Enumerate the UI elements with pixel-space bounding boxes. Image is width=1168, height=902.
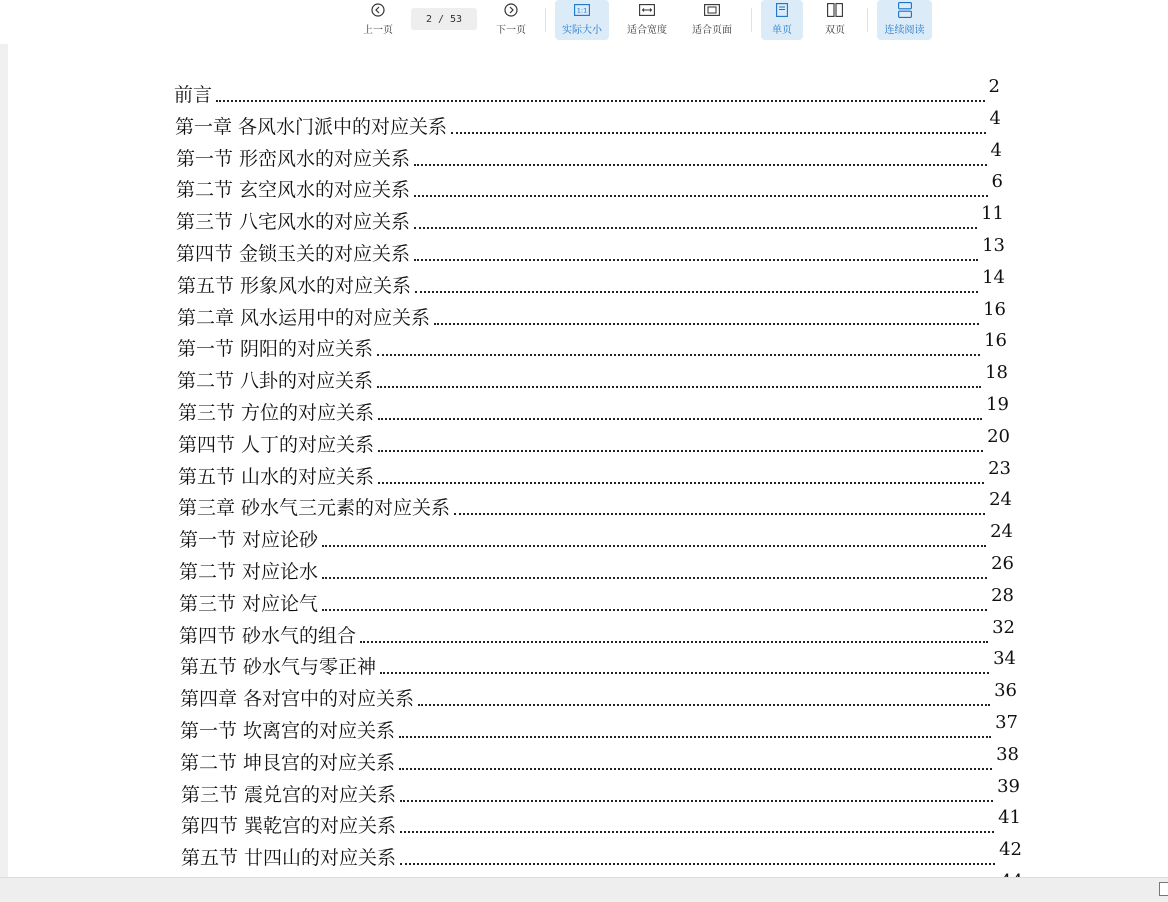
toc-chapter-title: 第一节 阴阳的对应关系 bbox=[177, 338, 374, 361]
toc-entry[interactable] bbox=[176, 236, 1005, 266]
toc-leader-dots bbox=[414, 164, 987, 166]
toc-leader-dots bbox=[377, 354, 980, 356]
toc-entry[interactable] bbox=[174, 77, 1000, 107]
page-indicator-text: 2 / 53 bbox=[425, 13, 463, 25]
toc-chapter-title: 第四节 巽乾宫的对应关系 bbox=[181, 815, 397, 838]
document-page bbox=[8, 44, 1168, 877]
toc-leader-dots bbox=[418, 704, 990, 706]
toc-leader-dots bbox=[322, 577, 987, 579]
toc-leader-dots bbox=[399, 736, 991, 738]
status-bar bbox=[0, 877, 1168, 899]
toc-entry[interactable] bbox=[180, 745, 1019, 775]
toc-page-number: 16 bbox=[983, 298, 1006, 320]
toc-leader-dots bbox=[451, 132, 986, 134]
fit-page-icon bbox=[704, 2, 720, 18]
toc-leader-dots bbox=[322, 545, 986, 547]
toc-chapter-title: 第一节 坎离宫的对应关系 bbox=[180, 720, 396, 742]
toc-leader-dots bbox=[378, 482, 984, 484]
toc-chapter-title: 第三节 方位的对应关系 bbox=[178, 402, 375, 424]
toc-page-number: 13 bbox=[982, 235, 1005, 256]
toc-entry[interactable] bbox=[181, 840, 1022, 870]
toc-page-number: 20 bbox=[987, 425, 1010, 447]
toc-chapter-title: 第三章 砂水气三元素的对应关系 bbox=[178, 497, 451, 520]
reader-toolbar bbox=[0, 0, 1168, 44]
toc-chapter-title: 第一章 各风水门派中的对应关系 bbox=[175, 115, 448, 138]
actual-size-label: 实际大小 bbox=[562, 25, 602, 36]
toc-chapter-title: 第二节 对应论水 bbox=[179, 561, 319, 583]
toc-page-number: 4 bbox=[990, 139, 1002, 161]
toc-leader-dots bbox=[400, 831, 994, 833]
continuous-reading-button[interactable] bbox=[877, 0, 932, 40]
toc-leader-dots bbox=[322, 609, 987, 611]
toc-entry[interactable] bbox=[176, 141, 1002, 171]
actual-size-icon bbox=[574, 2, 590, 18]
toc-chapter-title: 第三节 对应论气 bbox=[179, 592, 319, 615]
toc-entry[interactable] bbox=[177, 300, 1006, 330]
toc-leader-dots bbox=[360, 641, 988, 643]
toc-leader-dots bbox=[400, 863, 995, 865]
fit-width-icon bbox=[639, 2, 655, 18]
toc-chapter-title: 第三节 八宅风水的对应关系 bbox=[176, 211, 411, 234]
toc-chapter-title: 第四节 人丁的对应关系 bbox=[178, 433, 375, 456]
toc-leader-dots bbox=[378, 450, 983, 452]
next-page-label: 下一页 bbox=[496, 25, 526, 36]
toc-entry[interactable] bbox=[178, 459, 1011, 489]
toc-entry[interactable] bbox=[179, 586, 1014, 616]
toc-entry[interactable] bbox=[178, 490, 1012, 520]
single-page-button[interactable] bbox=[761, 0, 803, 40]
toc-page-number: 16 bbox=[984, 330, 1007, 352]
chevron-left-circle-icon bbox=[370, 2, 386, 18]
toc-chapter-title: 前言 bbox=[174, 84, 213, 106]
fit-page-button[interactable] bbox=[685, 0, 739, 40]
toc-entry[interactable] bbox=[180, 649, 1016, 679]
toc-page-number: 41 bbox=[998, 807, 1021, 829]
toc-leader-dots bbox=[400, 800, 993, 802]
toc-chapter-title: 第五节 山水的对应关系 bbox=[178, 465, 375, 488]
toc-entry[interactable] bbox=[177, 268, 1005, 298]
toc-page-number: 6 bbox=[991, 171, 1003, 193]
toc-entry[interactable] bbox=[180, 713, 1018, 743]
toc-page-number: 34 bbox=[993, 648, 1016, 670]
toc-chapter-title: 第五节 廿四山的对应关系 bbox=[181, 847, 397, 870]
fit-width-label: 适合宽度 bbox=[627, 25, 667, 36]
continuous-reading-label: 连续阅读 bbox=[884, 25, 925, 36]
toolbar-divider bbox=[867, 8, 868, 32]
toc-entry[interactable] bbox=[177, 331, 1007, 361]
continuous-reading-icon bbox=[897, 2, 913, 18]
page-icon bbox=[1159, 882, 1168, 896]
toc-entry[interactable] bbox=[179, 618, 1015, 648]
toc-page-number: 19 bbox=[986, 394, 1009, 415]
toc-chapter-title: 第二节 八卦的对应关系 bbox=[177, 370, 374, 393]
toc-leader-dots bbox=[378, 418, 982, 420]
toc-chapter-title: 第一节 对应论砂 bbox=[179, 529, 319, 552]
toc-entry[interactable] bbox=[181, 808, 1021, 838]
single-page-icon bbox=[774, 2, 790, 18]
toc-chapter-title: 第二章 风水运用中的对应关系 bbox=[177, 306, 431, 329]
toc-entry[interactable] bbox=[175, 109, 1001, 139]
toc-leader-dots bbox=[399, 768, 992, 770]
toc-leader-dots bbox=[414, 227, 977, 229]
actual-size-button[interactable] bbox=[555, 0, 609, 40]
single-page-label: 单页 bbox=[772, 25, 792, 36]
toc-page-number: 39 bbox=[997, 775, 1020, 797]
toc-leader-dots bbox=[414, 259, 978, 261]
double-page-label: 双页 bbox=[825, 25, 845, 36]
toc-page-number: 11 bbox=[981, 203, 1004, 225]
toc-leader-dots bbox=[414, 195, 988, 197]
toc-entry[interactable] bbox=[180, 681, 1017, 711]
toc-chapter-title: 第四节 砂水气的组合 bbox=[179, 624, 357, 647]
double-page-button[interactable] bbox=[814, 0, 856, 40]
toc-page-number: 24 bbox=[990, 521, 1013, 543]
toc-entry[interactable] bbox=[179, 554, 1014, 584]
toc-entry[interactable] bbox=[178, 427, 1010, 457]
fit-page-label: 适合页面 bbox=[692, 25, 732, 36]
toc-leader-dots bbox=[454, 513, 985, 515]
toc-entry[interactable] bbox=[181, 777, 1020, 807]
toc-chapter-title: 第二节 玄空风水的对应关系 bbox=[176, 179, 411, 202]
toc-page-number: 42 bbox=[999, 839, 1022, 861]
toc-leader-dots bbox=[380, 672, 989, 674]
toc-page-number: 32 bbox=[992, 616, 1015, 638]
next-page-button[interactable] bbox=[489, 0, 533, 40]
toolbar-divider bbox=[545, 8, 546, 32]
toc-chapter-title: 第五节 砂水气与零正神 bbox=[180, 656, 377, 679]
prev-page-label: 上一页 bbox=[363, 25, 393, 36]
svg-text:1:1: 1:1 bbox=[576, 6, 588, 15]
toc-page-number: 28 bbox=[991, 584, 1014, 606]
toc-page-number: 38 bbox=[996, 743, 1019, 765]
toc-leader-dots bbox=[415, 291, 978, 293]
toc-leader-dots bbox=[216, 100, 985, 102]
chevron-right-circle-icon bbox=[503, 2, 519, 18]
toc-chapter-title: 第四章 各对宫中的对应关系 bbox=[180, 688, 415, 711]
toc-entry[interactable] bbox=[177, 363, 1008, 393]
toc-entry[interactable] bbox=[178, 395, 1009, 425]
toolbar-divider bbox=[751, 8, 752, 32]
fit-width-button[interactable] bbox=[620, 0, 674, 40]
toc-page-number: 18 bbox=[985, 362, 1008, 384]
toc-entry[interactable] bbox=[176, 204, 1004, 234]
toc-page-number: 2 bbox=[988, 76, 1000, 97]
toc-page-number: 4 bbox=[989, 107, 1001, 129]
toc-page-number: 37 bbox=[995, 712, 1018, 733]
toc-page-number: 23 bbox=[988, 457, 1011, 479]
toc-leader-dots bbox=[377, 386, 981, 388]
toc-entry[interactable] bbox=[179, 522, 1013, 552]
toc-chapter-title: 第五节 形象风水的对应关系 bbox=[177, 274, 412, 297]
toc-entry[interactable] bbox=[176, 172, 1003, 202]
double-page-icon bbox=[827, 2, 843, 18]
toc-chapter-title: 第一节 形峦风水的对应关系 bbox=[176, 147, 411, 170]
toc-chapter-title: 第二节 坤艮宫的对应关系 bbox=[180, 751, 396, 774]
prev-page-button[interactable] bbox=[356, 0, 400, 40]
toc-chapter-title: 第三节 震兑宫的对应关系 bbox=[181, 783, 397, 806]
toc-page-number: 26 bbox=[991, 553, 1014, 574]
toc-chapter-title: 第四节 金锁玉关的对应关系 bbox=[176, 243, 411, 265]
page-indicator[interactable] bbox=[411, 8, 477, 30]
toc-page-number: 24 bbox=[989, 489, 1012, 511]
toc-page-number: 36 bbox=[994, 680, 1017, 702]
toc-leader-dots bbox=[434, 323, 979, 325]
toc-page-number: 14 bbox=[982, 266, 1005, 288]
